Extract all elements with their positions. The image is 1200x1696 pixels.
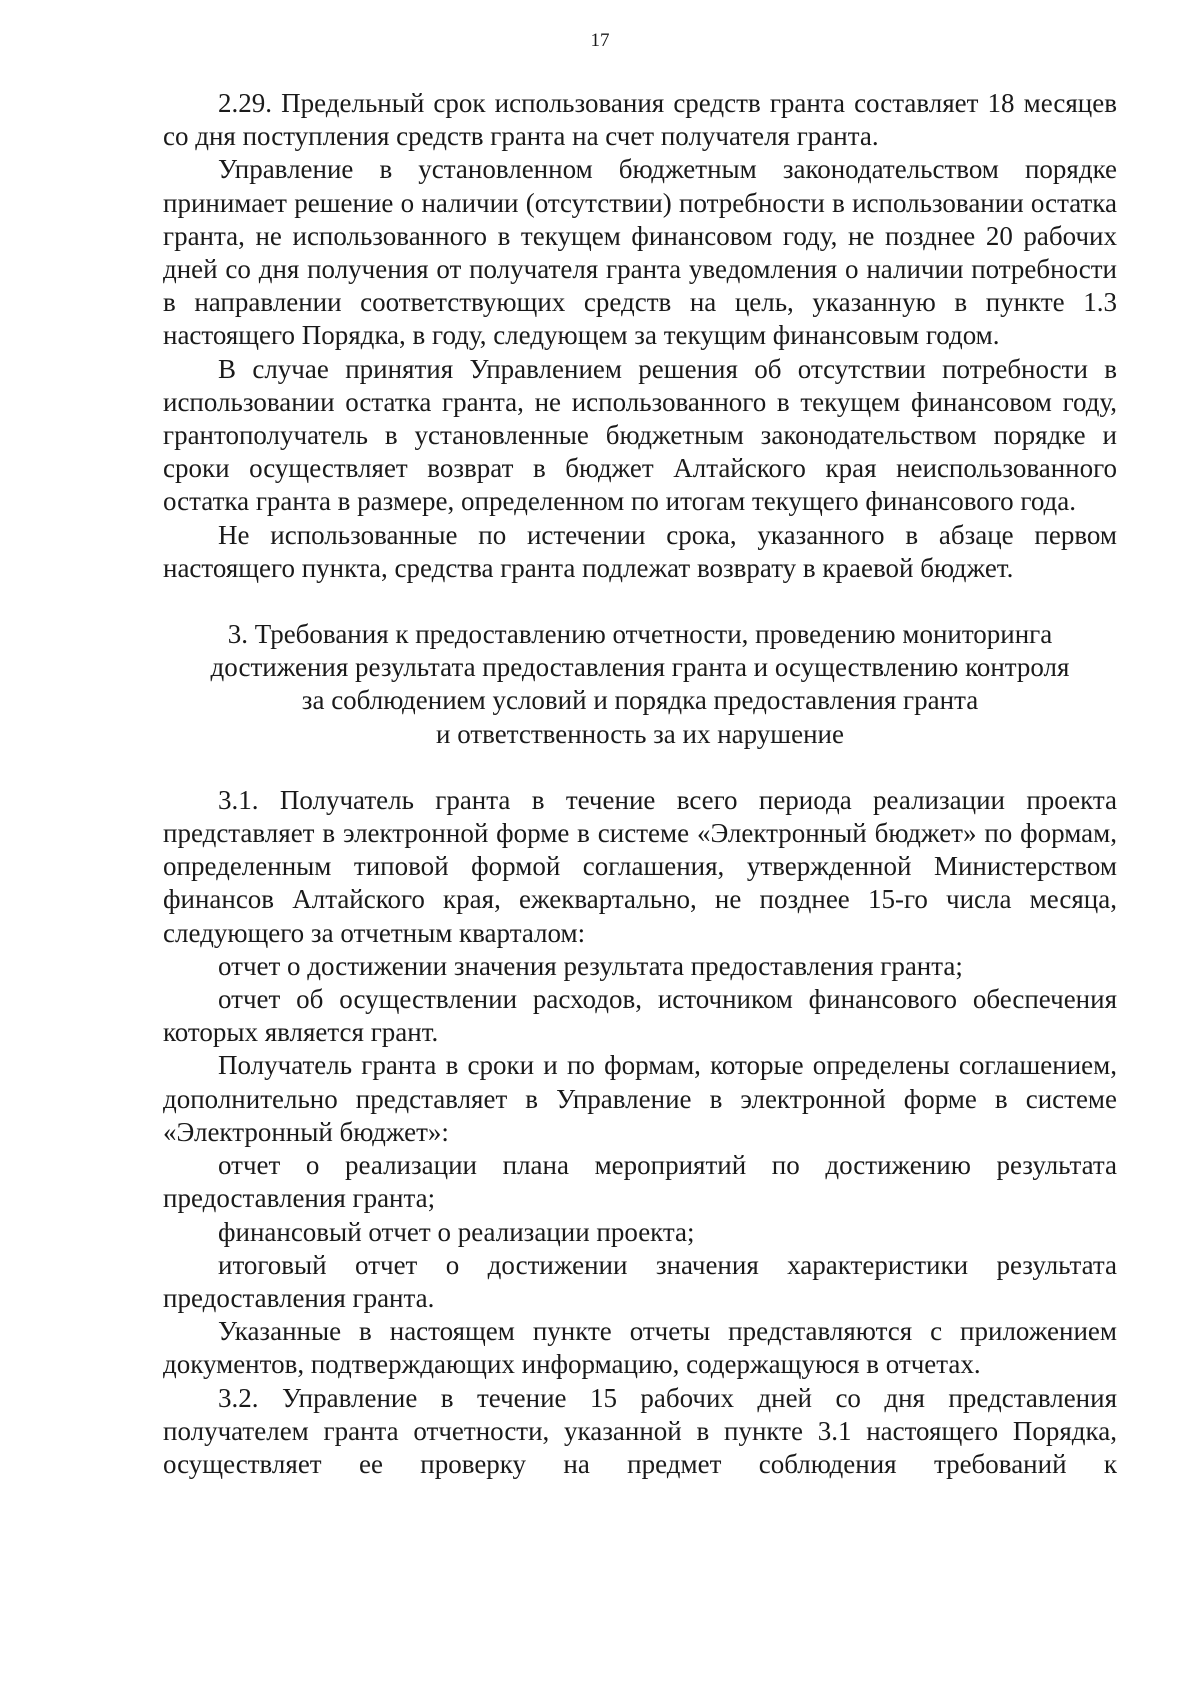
heading-line: за соблюдением условий и порядка предоставления гранта [301,685,979,716]
paragraph-3-1: 3.1. Получатель гранта в течение всего периода реализации проекта представляет в электронной форме в системе «Электронный бюджет» по формам, определенным типовой формой соглашения, утвержденной Министерством финансов Алтайского края, ежеквартально, не позднее 15-го числа месяца, следующего за отчетным кварталом: [163,784,1117,948]
list-item-financial-report: финансовый отчет о реализации проекта; [218,1216,695,1247]
list-item-expense-report: отчет об осуществлении расходов, источником финансового обеспечения которых является грант. [163,984,1117,1048]
list-item-result-report: отчет о достижении значения результата предоставления гранта; [218,950,963,981]
section-3-heading [163,618,1117,751]
paragraph-2-29: 2.29. Предельный срок использования средств гранта составляет 18 месяцев со дня поступления средств гранта на счет получателя гранта. [163,88,1117,152]
paragraph-remainder-decision: Управление в установленном бюджетным законодательством порядке принимает решение о наличии (отсутствии) потребности в использовании остатка гранта, не использованного в текущем финансовом году, не позднее 20 рабочих дней со дня получения от получателя гранта уведомления о наличии потребности в направлении соответствующих средств на цель, указанную в пункте 1.3 настоящего Порядка, в году, следующем за текущим финансовым годом. [163,154,1117,351]
paragraph-return-remainder: В случае принятия Управлением решения об отсутствии потребности в использовании остатка гранта, не использованного в текущем финансовом году, грантополучатель в установленные бюджетным законодательством порядке и сроки осуществляет возврат в бюджет Алтайского края неиспользованного остатка гранта в размере, определенном по итогам текущего финансового года. [163,353,1117,517]
heading-line: достижения результата предоставления гранта и осуществлению контроля [210,652,1070,683]
paragraph-attachments: Указанные в настоящем пункте отчеты представляются с приложением документов, подтверждающих информацию, содержащуюся в отчетах. [163,1316,1117,1380]
list-item-final-report: итоговый отчет о достижении значения характеристики результата предоставления гранта. [163,1249,1117,1313]
heading-line: 3. Требования к предоставлению отчетности, проведению мониторинга [227,619,1053,650]
paragraph-unused-funds: Не использованные по истечении срока, указанного в абзаце первом настоящего пункта, средства гранта подлежат возврату в краевой бюджет. [163,519,1117,583]
page-number: 17 [590,30,610,51]
list-item-plan-report: отчет о реализации плана мероприятий по достижению результата предоставления гранта; [163,1150,1117,1214]
document-body [163,87,1117,1481]
paragraph-3-2: 3.2. Управление в течение 15 рабочих дней со дня представления получателем гранта отчетности, указанной в пункте 3.1 настоящего Порядка, осуществляет ее проверку на предмет соблюдения требований к [163,1382,1117,1479]
paragraph-additional-reports: Получатель гранта в сроки и по формам, которые определены соглашением, дополнительно представляет в Управление в электронной форме в системе «Электронный бюджет»: [163,1050,1117,1147]
heading-line: и ответственность за их нарушение [436,718,844,749]
